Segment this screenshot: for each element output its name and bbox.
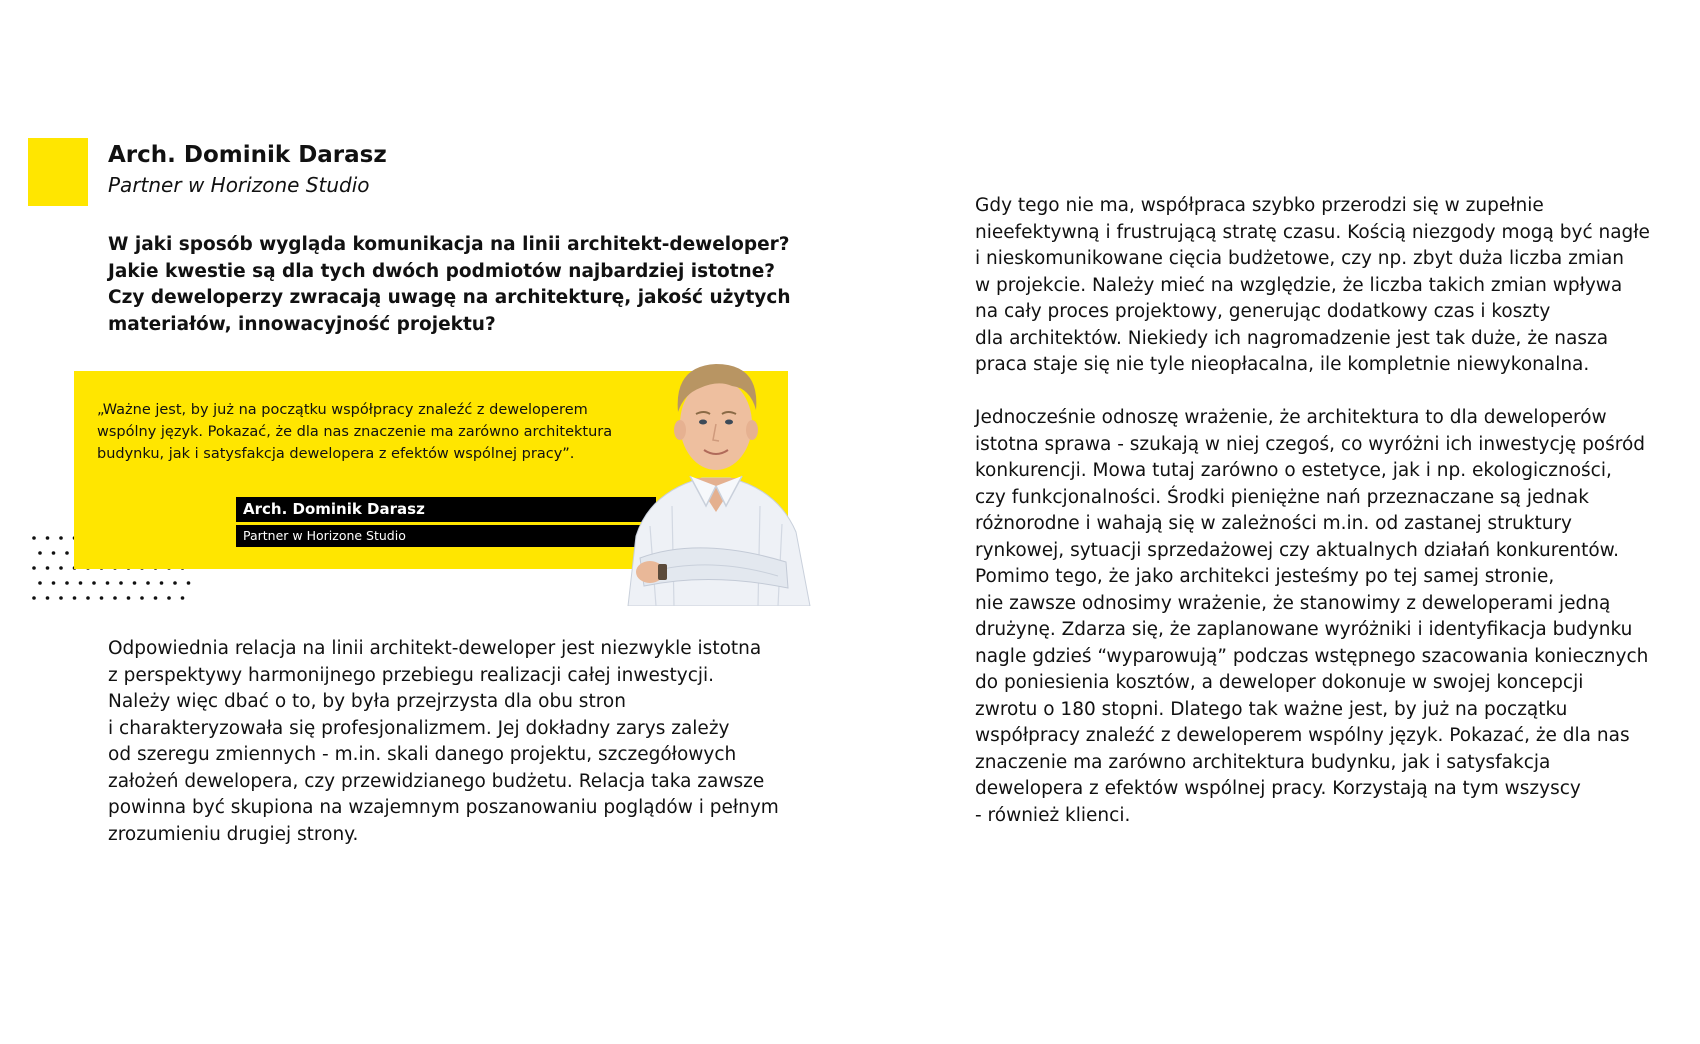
decoration-dot	[46, 596, 50, 600]
decoration-dot	[146, 581, 150, 585]
decoration-dot	[65, 551, 69, 555]
decoration-dot	[181, 596, 185, 600]
body-line: czy funkcjonalności. Środki pieniężne nań przeznaczane są jednak	[975, 486, 1589, 508]
decoration-dot	[119, 581, 123, 585]
decoration-dot	[46, 566, 50, 570]
decoration-dot	[160, 581, 164, 585]
decoration-dot	[167, 596, 171, 600]
decoration-dot	[59, 596, 63, 600]
body-line: powinna być skupiona na wzajemnym poszanowaniu poglądów i pełnym	[108, 797, 779, 818]
body-line: Odpowiednia relacja na linii architekt-deweloper jest niezwykle istotna	[108, 638, 762, 659]
body-line: praca staje się nie tyle nieopłacalna, ile kompletnie niewykonalna.	[975, 354, 1590, 375]
body-line: Gdy tego nie ma, współpraca szybko przerodzi się w zupełnie	[975, 195, 1544, 216]
body-line: zwrotu o 180 stopni. Dlatego tak ważne jest, by już na początku	[975, 698, 1568, 720]
decoration-dot	[140, 596, 144, 600]
body-line: istotna sprawa - szukają w niej czegoś, co wyróżni ich inwestycję pośród	[975, 433, 1646, 455]
question-line: materiałów, innowacyjność projektu?	[108, 313, 496, 335]
body-line: współpracy znaleźć z deweloperem wspólny język. Pokazać, że dla nas	[975, 725, 1630, 746]
body-line: Jednocześnie odnoszę wrażenie, że architektura to dla deweloperów	[975, 407, 1607, 428]
quote-line: budynku, jak i satysfakcja dewelopera z efektów wspólnej pracy”.	[97, 446, 575, 462]
decoration-dot	[92, 581, 96, 585]
body-line: Należy więc dbać o to, by była przejrzysta dla obu stron	[108, 691, 626, 712]
decoration-dot	[46, 536, 50, 540]
body-line: zrozumieniu drugiej strony.	[108, 823, 359, 845]
paragraph-gap	[975, 379, 1675, 406]
decoration-dot	[32, 566, 36, 570]
decoration-dot	[52, 551, 56, 555]
quote-author-role-bar: Partner w Horizone Studio	[236, 525, 656, 547]
body-line: znaczenie ma zarówno architektura budynku, jak i satysfakcja	[975, 751, 1551, 773]
decoration-dot	[113, 596, 117, 600]
quote-line: „Ważne jest, by już na początku współpracy znaleźć z deweloperem	[97, 402, 588, 418]
body-line: nieefektywną i frustrującą stratę czasu. Kością niezgody mogą być nagłe	[975, 221, 1650, 243]
body-line: dewelopera z efektów wspólnej pracy. Korzystają na tym wszyscy	[975, 778, 1581, 799]
pull-quote-text	[97, 399, 697, 465]
body-line: nagle gdzieś “wyparowują” podczas wstępnego szacowania koniecznych	[975, 645, 1649, 667]
decoration-dot	[133, 581, 137, 585]
body-line: dla architektów. Niekiedy ich nagromadzenie jest tak duże, że nasza	[975, 327, 1609, 349]
question-line: Jakie kwestie są dla tych dwóch podmiotów najbardziej istotne?	[108, 260, 776, 282]
body-line: i nieskomunikowane cięcia budżetowe, czy np. zbyt duża liczba zmian	[975, 248, 1625, 269]
author-role: Partner w Horizone Studio	[108, 173, 370, 197]
body-line: Pomimo tego, że jako architekci jesteśmy po tej samej stronie,	[975, 566, 1555, 587]
decoration-dot	[38, 551, 42, 555]
decoration-dot	[79, 581, 83, 585]
interview-question	[108, 232, 808, 338]
decoration-dot	[100, 596, 104, 600]
decoration-dot	[38, 581, 42, 585]
accent-square	[28, 138, 88, 206]
decoration-dot	[52, 581, 56, 585]
decoration-dot	[59, 536, 63, 540]
left-body-text	[108, 636, 868, 848]
body-line: konkurencji. Mowa tutaj zarówno o estetyce, jak i np. ekologiczności,	[975, 460, 1612, 481]
body-line: do poniesienia kosztów, a deweloper dokonuje w swojej koncepcji	[975, 672, 1584, 693]
body-line: różnorodne i wahają się w zależności m.in. od zastanej struktury	[975, 513, 1572, 534]
decoration-dot	[59, 566, 63, 570]
question-line: Czy deweloperzy zwracają uwagę na architekturę, jakość użytych	[108, 287, 791, 308]
body-line: w projekcie. Należy mieć na względzie, że liczba takich zmian wpływa	[975, 274, 1623, 296]
body-line: rynkowej, sytuacji sprzedażowej czy aktualnych działań konkurentów.	[975, 539, 1619, 561]
question-line: W jaki sposób wygląda komunikacja na linii architekt-deweloper?	[108, 234, 790, 255]
body-line: z perspektywy harmonijnego przebiegu realizacji całej inwestycji.	[108, 664, 715, 686]
author-name: Arch. Dominik Darasz	[108, 142, 387, 168]
body-line: założeń dewelopera, czy przewidzianego budżetu. Relacja taka zawsze	[108, 770, 765, 792]
decoration-dot	[86, 596, 90, 600]
quote-author-name-bar: Arch. Dominik Darasz	[236, 497, 656, 522]
body-line: drużynę. Zdarza się, że zaplanowane wyróżniki i identyfikacja budynku	[975, 619, 1633, 640]
body-line: na cały proces projektowy, generując dodatkowy czas i koszty	[975, 301, 1551, 322]
body-line: i charakteryzowała się profesjonalizmem. Jej dokładny zarys zależy	[108, 717, 730, 739]
decoration-dot	[127, 596, 131, 600]
decoration-dot	[154, 596, 158, 600]
body-line: od szeregu zmiennych - m.in. skali danego projektu, szczegółowych	[108, 744, 737, 765]
decoration-dot	[65, 581, 69, 585]
quote-line: wspólny język. Pokazać, że dla nas znaczenie ma zarówno architektura	[97, 424, 613, 440]
right-body-text	[975, 193, 1675, 829]
decoration-dot	[32, 596, 36, 600]
portrait-photo	[610, 336, 822, 606]
body-line: - również klienci.	[975, 804, 1131, 826]
decoration-dot	[173, 581, 177, 585]
body-line: nie zawsze odnosimy wrażenie, że stanowimy z deweloperami jedną	[975, 592, 1611, 614]
decoration-dot	[106, 581, 110, 585]
decoration-dot	[187, 581, 191, 585]
decoration-dot	[73, 596, 77, 600]
decoration-dot	[32, 536, 36, 540]
